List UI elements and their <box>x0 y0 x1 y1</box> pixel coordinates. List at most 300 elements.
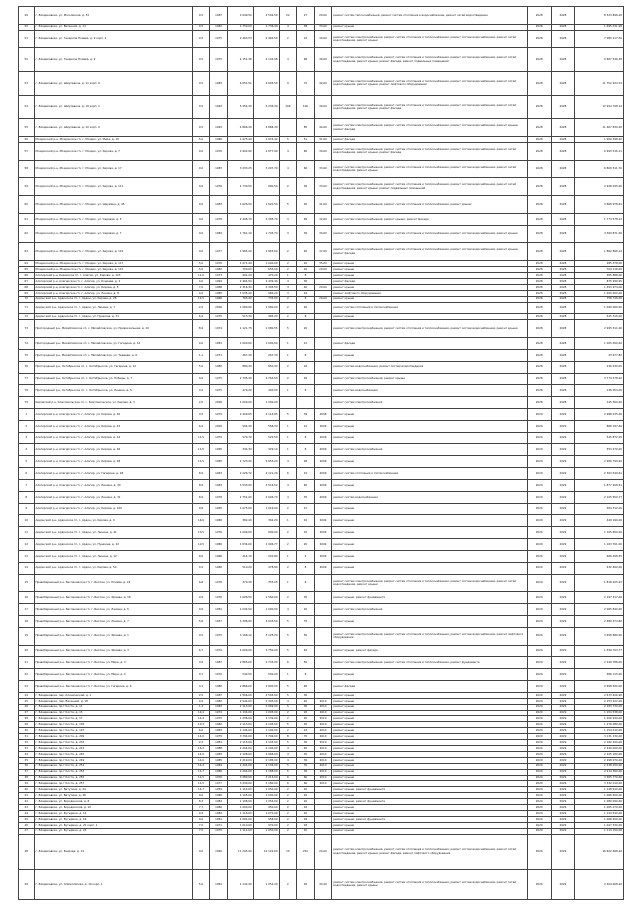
repair-types-cell: ремонт крыши <box>332 728 527 734</box>
total-area-cell: 2 506,00 <box>227 692 253 698</box>
year-built-cell: 1988 <box>210 284 228 290</box>
table-row <box>19 320 624 338</box>
cell: 5,0 <box>192 261 210 267</box>
year-built-cell: 1985 <box>210 757 228 763</box>
end-year-cell: 2029 <box>551 704 575 710</box>
row-number: 8 <box>19 491 35 503</box>
total-area-cell: 4 651,51 <box>227 72 253 96</box>
start-year-cell: 2029 <box>527 604 551 616</box>
living-area-cell: 2 069,00 <box>253 704 279 710</box>
row-number: 35 <box>19 757 35 763</box>
cell: 5,0 <box>192 267 210 273</box>
cell: 4 <box>279 278 297 284</box>
repair-types-cell: ремонт систем электроснабжения, ремонт систем отопления и теплоснабжения, ремонт систем водоснабжения, ремонт сетей водоотведения, ремонт крыши <box>332 870 527 900</box>
start-year-cell: 2028 <box>527 7 551 25</box>
cell: 2009 <box>314 468 332 480</box>
year-built-cell: 1980 <box>210 137 228 143</box>
residents-cell: 8 <box>297 669 315 681</box>
year-built-cell: 1963 <box>210 479 228 491</box>
end-year-cell: 2029 <box>551 787 575 793</box>
living-area-cell: 850,30 <box>253 361 279 373</box>
residents-cell: 8 <box>297 273 315 279</box>
living-area-cell: 2 502,50 <box>253 7 279 25</box>
end-year-cell: 2029 <box>551 763 575 769</box>
cost-cell: 2 183 730,00 <box>575 704 624 710</box>
total-area-cell: 700,00 <box>227 267 253 273</box>
year-built-cell: 1982 <box>210 267 228 273</box>
total-area-cell: 1 236,00 <box>227 716 253 722</box>
cell: 8,9 <box>192 491 210 503</box>
living-area-cell: 2 114,85 <box>253 409 279 421</box>
year-built-cell: 1978 <box>210 491 228 503</box>
cell: 9,0 <box>192 160 210 178</box>
living-area-cell: 958,00 <box>253 816 279 822</box>
address-cell: Моздокский р-н, Моздокское гп, г. Моздок, ул. Кирова, д. 115 <box>34 267 192 273</box>
row-number: 13 <box>19 550 35 562</box>
cell: 34,00 <box>314 225 332 243</box>
row-number: 39 <box>19 781 35 787</box>
address-cell: Моздокский р-н, Моздокское гп, г. Моздок, ул. Кирова, д. 119 <box>34 243 192 261</box>
living-area-cell: 1 100,00 <box>253 728 279 734</box>
row-number: 41 <box>19 793 35 799</box>
year-built-cell: 1976 <box>210 178 228 196</box>
total-area-cell: 1 010,00 <box>227 822 253 828</box>
total-area-cell: 2 795,30 <box>227 373 253 385</box>
total-area-cell: 1 144,00 <box>227 728 253 734</box>
cell: 2 <box>279 799 297 805</box>
cost-cell: 2 162 200,00 <box>575 740 624 746</box>
cost-cell: 2 249 788,00 <box>575 657 624 669</box>
end-year-cell: 2029 <box>551 716 575 722</box>
address-cell: Моздокский р-н, Моздокское гп, г. Моздок, ул. Кирова, д. 7 <box>34 142 192 160</box>
address-cell: Ардонский р-н, Ардонское гп, г. Ардон, ул. Ленина, д. 7 <box>34 302 192 314</box>
year-built-cell: 1982 <box>210 722 228 728</box>
address-cell: Моздокский р-н, Моздокское гп, г. Моздок, ул. Мира, д. 19 <box>34 137 192 143</box>
repair-types-cell: ремонт крыши <box>332 273 527 279</box>
start-year-cell: 2029 <box>527 722 551 728</box>
cell: 9,0 <box>192 142 210 160</box>
row-number: 44 <box>19 810 35 816</box>
cell <box>314 503 332 515</box>
repair-types-cell: ремонт крыши <box>332 432 527 444</box>
table-row <box>19 213 624 225</box>
address-cell: Пригородный р-н, Михайловское сп, с. Михайловское, ул. Привокзальная, д. 10 <box>34 320 192 338</box>
cell: 2,0 <box>192 397 210 409</box>
cell: 5 <box>279 645 297 657</box>
cell: 9,5 <box>192 24 210 30</box>
address-cell: г. Владикавказ, пер. Клинический, д. 1 <box>34 692 192 698</box>
repair-types-cell: ремонт систем электроснабжения <box>332 604 527 616</box>
repair-types-cell: ремонт крыши, ремонт фундамента <box>332 799 527 805</box>
cell: 4 <box>279 491 297 503</box>
end-year-cell: 2029 <box>551 781 575 787</box>
living-area-cell: 1 139,00 <box>253 716 279 722</box>
residents-cell: 40 <box>297 746 315 752</box>
total-area-cell: 3 230,00 <box>227 781 253 787</box>
cost-cell: 3 868 978,61 <box>575 196 624 214</box>
cost-cell: 485 888,00 <box>575 273 624 279</box>
cell: 2009 <box>314 456 332 468</box>
start-year-cell: 2029 <box>527 420 551 432</box>
year-built-cell: 1976 <box>210 142 228 160</box>
cell: 14,7 <box>192 787 210 793</box>
cost-cell: 1 144 540,00 <box>575 810 624 816</box>
table-row <box>19 491 624 503</box>
table-row <box>19 657 624 669</box>
table-row <box>19 444 624 456</box>
start-year-cell: 2029 <box>527 432 551 444</box>
year-built-cell: 1982 <box>210 698 228 704</box>
repair-types-cell: ремонт крыши <box>332 828 527 834</box>
total-area-cell: 382,40 <box>227 515 253 527</box>
year-built-cell: 1987 <box>210 657 228 669</box>
end-year-cell: 2029 <box>551 728 575 734</box>
repair-types-cell: ремонт систем теплоснабжения, ремонт систем отопления и водоснабжения, ремонт сетей водоотведения <box>332 7 527 25</box>
table-row <box>19 373 624 385</box>
table-row <box>19 349 624 361</box>
start-year-cell: 2028 <box>527 160 551 178</box>
address-cell: Правобережный р-н, Беслановское гп, г. Беслан, ул. Фриева, д. 18 <box>34 592 192 604</box>
end-year-cell: 2029 <box>551 432 575 444</box>
repair-types-cell: ремонт систем электроснабжения <box>332 444 527 456</box>
cell <box>314 385 332 397</box>
row-number: 23 <box>19 681 35 693</box>
cell: 33,00 <box>314 24 332 30</box>
year-built-cell: 1981 <box>210 604 228 616</box>
living-area-cell: 1 736,40 <box>253 24 279 30</box>
repair-types-cell: ремонт крыши <box>332 716 527 722</box>
cell: 2,0 <box>192 302 210 314</box>
address-cell: Алагирский р-н, Алагирское гп, г. Алагир, ул. Ленина, д. 30 <box>34 479 192 491</box>
cell: 6 <box>279 468 297 480</box>
end-year-cell: 2028 <box>551 267 575 273</box>
residents-cell: 24 <box>297 290 315 296</box>
living-area-cell: 3 706,00 <box>253 734 279 740</box>
cell: 5,0 <box>192 361 210 373</box>
address-cell: г. Владикавказ, пр-т Коста, д. 245 <box>34 751 192 757</box>
residents-cell: 40 <box>297 243 315 261</box>
end-year-cell: 2029 <box>551 698 575 704</box>
end-year-cell: 2029 <box>551 574 575 592</box>
end-year-cell: 2029 <box>551 816 575 822</box>
year-built-cell: 1971 <box>210 349 228 361</box>
cell: 10,5 <box>192 527 210 539</box>
repair-types-cell: ремонт крыши <box>332 515 527 527</box>
cost-cell: 1 400 000,00 <box>575 290 624 296</box>
start-year-cell: 2028 <box>527 338 551 350</box>
start-year-cell: 2028 <box>527 48 551 72</box>
living-area-cell: 2 800,00 <box>253 681 279 693</box>
total-area-cell: 2 723,20 <box>227 456 253 468</box>
end-year-cell: 2028 <box>551 225 575 243</box>
total-area-cell: 2 226,72 <box>227 468 253 480</box>
cost-cell: 2 240 000,00 <box>575 746 624 752</box>
start-year-cell: 2029 <box>527 816 551 822</box>
cell: 36,00 <box>314 48 332 72</box>
cell: 9,0 <box>192 196 210 214</box>
repair-types-cell: ремонт крыши <box>332 503 527 515</box>
cell: 2010 <box>314 746 332 752</box>
cell: 16,6 <box>192 515 210 527</box>
cell: 14,4 <box>192 710 210 716</box>
cell: 1 <box>279 550 297 562</box>
table-row <box>19 669 624 681</box>
cell: 2 <box>279 296 297 302</box>
address-cell: Кировский р-н, Комсомольское сп, с. Комсомольское, ул. Кирова, д. 3 <box>34 397 192 409</box>
repair-types-cell: ремонт крыши <box>332 267 527 273</box>
start-year-cell: 2029 <box>527 810 551 816</box>
start-year-cell: 2028 <box>527 314 551 320</box>
cell: 9,0 <box>192 816 210 822</box>
row-number: 47 <box>19 828 35 834</box>
living-area-cell: 1 016,00 <box>253 503 279 515</box>
end-year-cell: 2029 <box>551 810 575 816</box>
end-year-cell: 2028 <box>551 373 575 385</box>
cell: 34,00 <box>314 142 332 160</box>
address-cell: Моздокский р-н, Моздокское гп, г. Моздок, ул. Шаумяна, д. 45 <box>34 196 192 214</box>
total-area-cell: 1 985,20 <box>227 243 253 261</box>
table-row <box>19 302 624 314</box>
cell: 4 <box>279 142 297 160</box>
start-year-cell: 2029 <box>527 627 551 645</box>
residents-cell: 36 <box>297 225 315 243</box>
start-year-cell: 2029 <box>527 527 551 539</box>
cost-cell: 1 099 060,00 <box>575 302 624 314</box>
address-cell: г. Владикавказ, ул. Шмулевича, д. 11 корп. 9 <box>34 72 192 96</box>
total-area-cell: 4 151,36 <box>227 48 253 72</box>
address-cell: Ардонский р-н, Ардонское гп, г. Ардон, ул. Кирова, д. 9 <box>34 515 192 527</box>
row-number: 64 <box>19 261 35 267</box>
cell: 32,00 <box>314 213 332 225</box>
start-year-cell: 2029 <box>527 503 551 515</box>
table-row <box>19 550 624 562</box>
residents-cell: 24 <box>297 728 315 734</box>
residents-cell <box>297 397 315 409</box>
cost-cell: 2 380 374,60 <box>575 615 624 627</box>
cell: 5 <box>279 137 297 143</box>
residents-cell: 98 <box>297 48 315 72</box>
row-number: 68 <box>19 284 35 290</box>
cost-cell: 2 197 217,00 <box>575 592 624 604</box>
year-built-cell: 1957 <box>210 615 228 627</box>
cell: 29,00 <box>314 7 332 25</box>
cell: 4 <box>279 160 297 178</box>
cell: 5 <box>279 681 297 693</box>
repair-types-cell: ремонт крыши <box>332 698 527 704</box>
cell: 4 <box>279 456 297 468</box>
cell: 4 <box>279 698 297 704</box>
cost-cell: 2 995 511,00 <box>575 320 624 338</box>
total-area-cell: 1 000,00 <box>227 397 253 409</box>
cost-cell: 875 999,95 <box>575 278 624 284</box>
residents-cell: 8 <box>297 385 315 397</box>
cost-cell: 2 298 070,00 <box>575 757 624 763</box>
cost-cell: 2 948 295,00 <box>575 178 624 196</box>
residents-cell: 60 <box>297 775 315 781</box>
living-area-cell: 500,00 <box>253 669 279 681</box>
cost-cell: 8 523 896,20 <box>575 7 624 25</box>
cell: 11,0 <box>192 273 210 279</box>
year-built-cell: 1981 <box>210 740 228 746</box>
end-year-cell: 2029 <box>551 710 575 716</box>
cell: 29,00 <box>314 267 332 273</box>
year-built-cell: 1977 <box>210 243 228 261</box>
year-built-cell: 1975 <box>210 48 228 72</box>
cell <box>314 302 332 314</box>
end-year-cell: 2028 <box>551 7 575 25</box>
residents-cell: 20 <box>297 302 315 314</box>
living-area-cell: 1 560,00 <box>253 592 279 604</box>
cell: 2 <box>279 828 297 834</box>
year-built-cell: 1976 <box>210 775 228 781</box>
table-row <box>19 119 624 137</box>
cost-cell: 9 867 546,30 <box>575 48 624 72</box>
end-year-cell: 2029 <box>551 527 575 539</box>
living-area-cell: 2 185,00 <box>253 757 279 763</box>
cell: 1 <box>279 420 297 432</box>
cell: 2009 <box>314 550 332 562</box>
cost-cell: 2 969 799,20 <box>575 456 624 468</box>
repair-types-cell: ремонт крыши <box>332 793 527 799</box>
year-built-cell: 1990 <box>210 834 228 869</box>
cell: 8,9 <box>192 320 210 338</box>
year-built-cell: 1980 <box>210 539 228 551</box>
address-cell: г. Владикавказ, ул. Бутырина, д. 22 корп. 1 <box>34 822 192 828</box>
cell: 5 <box>279 769 297 775</box>
cell: 3 <box>279 225 297 243</box>
living-area-cell: 1 000,00 <box>253 338 279 350</box>
address-cell: г. Владикавказ, пр-т Коста, д. 251 <box>34 763 192 769</box>
cell: 5,0 <box>192 870 210 900</box>
year-built-cell: 1975 <box>210 373 228 385</box>
cell: 37,00 <box>314 243 332 261</box>
address-cell: Ардонский р-н, Ардонское гп, г. Ардон, ул. Кирова, д. 50 <box>34 562 192 574</box>
cost-cell: 1 599 703,77 <box>575 645 624 657</box>
address-cell: Алагирский р-н, Алагирское гп, г. Алагир, ул. Ленина, д. 31 <box>34 491 192 503</box>
repair-types-cell: ремонт крыши <box>332 781 527 787</box>
total-area-cell: 542,50 <box>227 669 253 681</box>
cell: 0,4 <box>192 385 210 397</box>
repair-types-cell: ремонт крыши <box>332 479 527 491</box>
cell <box>279 119 297 137</box>
cell: 4 <box>279 479 297 491</box>
living-area-cell: 329,10 <box>253 444 279 456</box>
start-year-cell: 2029 <box>527 793 551 799</box>
living-area-cell: 2 763,50 <box>253 373 279 385</box>
residents-cell: 252 <box>297 834 315 869</box>
total-area-cell: 2 751,00 <box>227 491 253 503</box>
start-year-cell: 2029 <box>527 539 551 551</box>
total-area-cell: 4 009,00 <box>227 645 253 657</box>
cell: 2010 <box>314 781 332 787</box>
cell: 6,8 <box>192 574 210 592</box>
table-row <box>19 456 624 468</box>
cell: 2 <box>279 373 297 385</box>
residents-cell: 20 <box>297 799 315 805</box>
cell: 9,9 <box>192 604 210 616</box>
end-year-cell: 2028 <box>551 273 575 279</box>
living-area-cell: 2 121,20 <box>253 468 279 480</box>
cell: 4 <box>279 284 297 290</box>
end-year-cell: 2029 <box>551 420 575 432</box>
year-built-cell: 1986 <box>210 769 228 775</box>
end-year-cell: 2029 <box>551 828 575 834</box>
cell: 5 <box>279 409 297 421</box>
cell: 8,0 <box>192 550 210 562</box>
end-year-cell: 2028 <box>551 196 575 214</box>
address-cell: Моздокский р-н, Моздокское гп, г. Моздок, ул. Кирова, д. 117 <box>34 261 192 267</box>
residents-cell: 20 <box>297 710 315 716</box>
address-cell: г. Владикавказ, пр-т Коста, д. 253 <box>34 769 192 775</box>
address-cell: Алагирский р-н, Алагирское гп, г. Алагир, ул. Кирова, д. 48 <box>34 456 192 468</box>
start-year-cell: 2029 <box>527 769 551 775</box>
repair-types-cell: ремонт крыши <box>332 757 527 763</box>
cell: 0,4 <box>192 562 210 574</box>
residents-cell: 38 <box>297 24 315 30</box>
start-year-cell: 2029 <box>527 592 551 604</box>
row-number: 24 <box>19 692 35 698</box>
year-built-cell: 1980 <box>210 361 228 373</box>
total-area-cell: 4 866,30 <box>227 119 253 137</box>
cell: 2010 <box>314 698 332 704</box>
living-area-cell: 900,00 <box>253 527 279 539</box>
end-year-cell: 2029 <box>551 769 575 775</box>
cell: 4 <box>279 751 297 757</box>
year-built-cell: 1970 <box>210 669 228 681</box>
cell <box>314 361 332 373</box>
repair-types-cell: ремонт систем электроснабжения, ремонт систем отопления и теплоснабжения, ремонт систем водоснабжения, ремонт сетей водоотведения, ремонт крыши <box>332 160 527 178</box>
total-area-cell: 1 035,20 <box>227 290 253 296</box>
cell <box>279 397 297 409</box>
repair-program-table <box>18 6 624 900</box>
total-area-cell: 3 233,25 <box>227 160 253 178</box>
cell: 9,5 <box>192 48 210 72</box>
year-built-cell: 1981 <box>210 816 228 822</box>
year-built-cell: 1978 <box>210 213 228 225</box>
start-year-cell: 2029 <box>527 799 551 805</box>
cell: 9,5 <box>192 119 210 137</box>
living-area-cell: 2 733,00 <box>253 657 279 669</box>
table-row <box>19 338 624 350</box>
end-year-cell: 2028 <box>551 213 575 225</box>
total-area-cell: 2 316,30 <box>227 284 253 290</box>
start-year-cell: 2029 <box>527 645 551 657</box>
end-year-cell: 2028 <box>551 284 575 290</box>
start-year-cell: 2029 <box>527 870 551 900</box>
year-built-cell: 1970 <box>210 828 228 834</box>
repair-types-cell: ремонт крыши <box>332 751 527 757</box>
residents-cell: 60 <box>297 479 315 491</box>
year-built-cell: 1983 <box>210 160 228 178</box>
table-row <box>19 397 624 409</box>
residents-cell: 16 <box>297 267 315 273</box>
residents-cell: 22 <box>297 30 315 48</box>
cell: 2 <box>279 810 297 816</box>
row-number: 65 <box>19 267 35 273</box>
cost-cell: 2 304 549,61 <box>575 468 624 480</box>
start-year-cell: 2029 <box>527 805 551 811</box>
total-area-cell: 491,20 <box>227 273 253 279</box>
total-area-cell: 1 075,00 <box>227 503 253 515</box>
end-year-cell: 2028 <box>551 261 575 267</box>
living-area-cell: 201,80 <box>253 550 279 562</box>
cell: 2010 <box>314 710 332 716</box>
cell: 1 <box>279 432 297 444</box>
cell: 1,1 <box>192 349 210 361</box>
cell: 16,4 <box>192 746 210 752</box>
cost-cell: 1 148 910,00 <box>575 787 624 793</box>
address-cell: Пригородный р-н, Октябрьское сп, с. Октябрьское, ул. Гагарина, д. 12 <box>34 361 192 373</box>
